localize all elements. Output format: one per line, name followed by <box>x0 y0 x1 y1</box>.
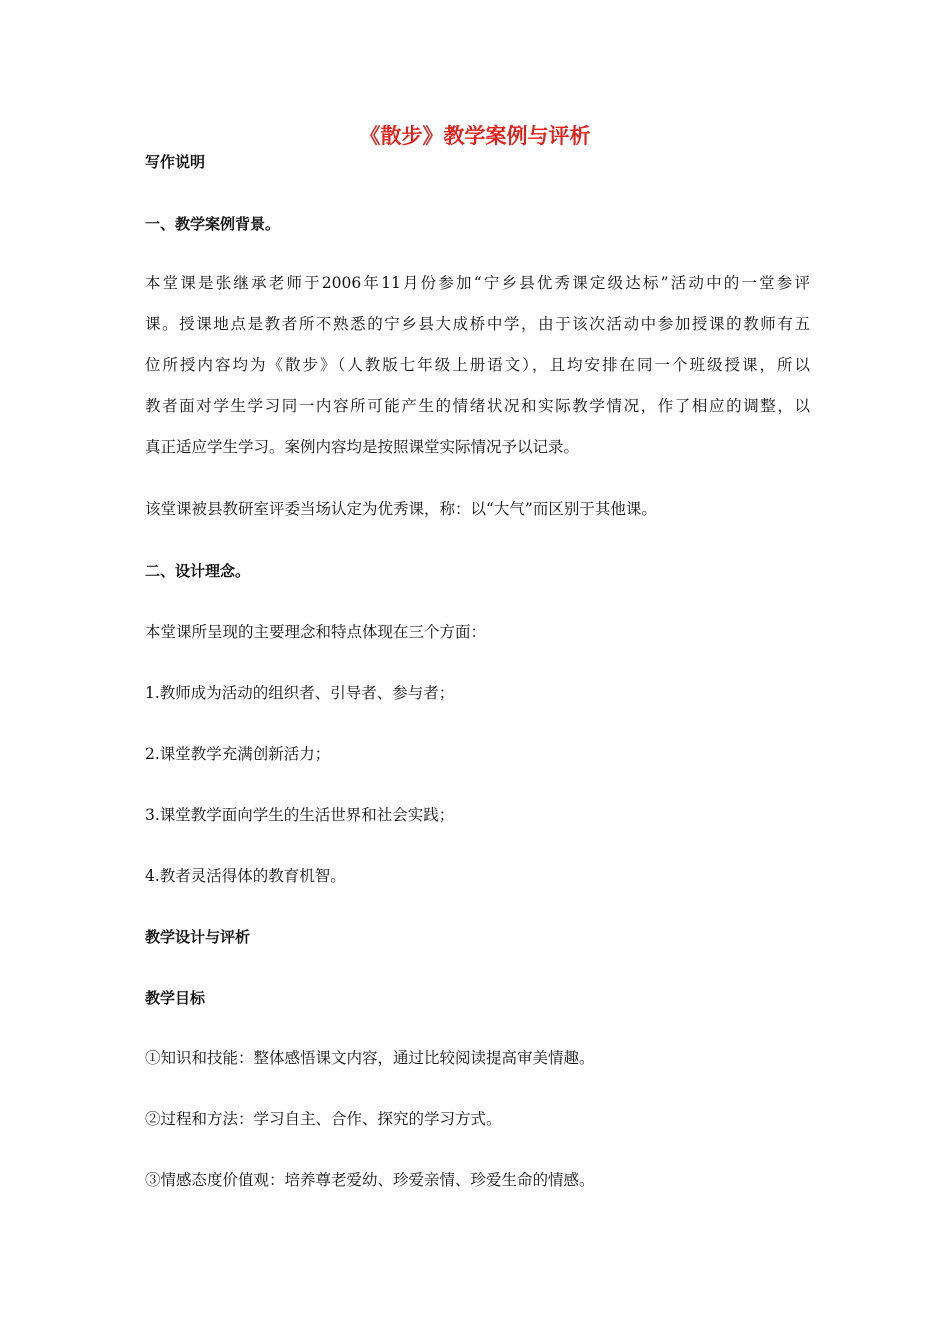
document-title: 《散步》教学案例与评析 <box>359 124 591 148</box>
list-item: 1.教师成为活动的组织者、引导者、参与者； <box>145 684 455 702</box>
list-item: 4.教者灵活得体的教育机智。 <box>145 867 346 885</box>
writing-note-heading: 写作说明 <box>145 153 206 171</box>
section1-paragraph <box>145 263 810 468</box>
goal-item: ③情感态度价值观：培养尊老爱幼、珍爱亲情、珍爱生命的情感。 <box>145 1171 595 1189</box>
section2-heading: 二、设计理念。 <box>145 562 251 580</box>
section1-para-line: 位所授内容均为《散步》（人教版七年级上册语文），且均安排在同一个班级授课，所以 <box>145 356 810 374</box>
goals-heading: 教学目标 <box>145 989 206 1007</box>
section1-para-line: 真正适应学生学习。案例内容均是按照课堂实际情况予以记录。 <box>145 438 580 456</box>
goal-item: ①知识和技能：整体感悟课文内容，通过比较阅读提高审美情趣。 <box>145 1049 595 1067</box>
section1-heading: 一、教学案例背景。 <box>145 215 281 233</box>
goal-item: ②过程和方法：学习自主、合作、探究的学习方式。 <box>145 1110 502 1128</box>
section1-para-line: 教者面对学生学习同一内容所可能产生的情绪状况和实际教学情况，作了相应的调整，以 <box>145 397 810 415</box>
section2-intro: 本堂课所呈现的主要理念和特点体现在三个方面： <box>145 623 487 641</box>
list-item: 3.课堂教学面向学生的生活世界和社会实践； <box>145 806 455 824</box>
design-heading: 教学设计与评析 <box>145 928 251 946</box>
list-item: 2.课堂教学充满创新活力； <box>145 745 331 763</box>
section1-para-line: 本堂课是张继承老师于2006年11月份参加“宁乡县优秀课定级达标”活动中的一堂参评 <box>145 274 810 292</box>
section1-para-line: 课。授课地点是教者所不熟悉的宁乡县大成桥中学，由于该次活动中参加授课的教师有五 <box>145 315 810 333</box>
section1-evaluation: 该堂课被县教研室评委当场认定为优秀课，称：以“大气”而区别于其他课。 <box>145 500 657 518</box>
